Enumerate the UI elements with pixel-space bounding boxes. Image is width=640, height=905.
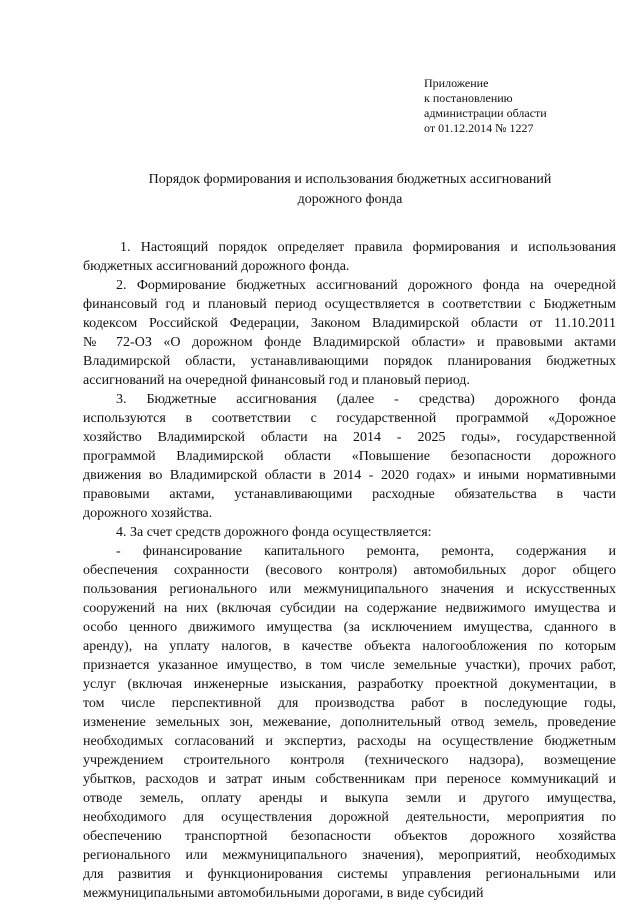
- body-text-line: учреждением строительного контроля (технического надзора), возмещение: [83, 753, 616, 768]
- body-text-line: дорожного хозяйства.: [83, 506, 213, 521]
- body-text-line: правовыми актами, устанавливающими расходные обязательства в части: [83, 487, 616, 502]
- body-text-line: аренду), на уплату налогов, в качестве объекта налогообложения по которым: [83, 639, 616, 654]
- body-text-line: 2. Формирование бюджетных ассигнований дорожного фонда на очередной: [116, 278, 616, 293]
- body-text-line: ассигнований на очередной финансовый год и плановый период.: [83, 373, 470, 388]
- appendix-line: от 01.12.2014 № 1227: [424, 121, 534, 135]
- body-text-line: обеспечения сохранности (весового контроля) автомобильных дорог общего: [83, 563, 616, 578]
- body-text-line: кодексом Российской Федерации, Законом Владимирской области от 11.10.2011: [83, 316, 616, 331]
- body-text-line: 1. Настоящий порядок определяет правила формирования и использования: [120, 240, 616, 255]
- body-text-line: хозяйство Владимирской области на 2014 - 2025 годы», государственной: [83, 430, 616, 445]
- body-text-line: - финансирование капитального ремонта, ремонта, содержания и: [116, 544, 616, 559]
- title-line: Порядок формирования и использования бюджетных ассигнований: [148, 172, 552, 187]
- appendix-line: Приложение: [424, 76, 489, 90]
- body-text-line: межмуниципальными автомобильными дорогами, в виде субсидий: [83, 886, 484, 901]
- body-text-line: Владимирской области, устанавливающими порядок планирования бюджетных: [83, 354, 616, 369]
- title-line: дорожного фонда: [297, 192, 403, 207]
- body-text-line: признается указанное имущество, в том числе земельные участки), прочих работ,: [83, 658, 616, 673]
- body-text-line: регионального или межмуниципального значения), мероприятий, необходимых: [83, 848, 616, 863]
- body-text-line: особо ценного движимого имущества (за исключением имущества, сданного в: [83, 620, 616, 635]
- body-text-line: отводе земель, оплату аренды и выкупа земли и другого имущества,: [83, 791, 616, 806]
- body-text-line: бюджетных ассигнований дорожного фонда.: [83, 259, 350, 274]
- body-text-line: используются в соответствии с государственной программой «Дорожное: [83, 411, 616, 426]
- body-text-line: пользования регионального или межмуниципального значения и искусственных: [83, 582, 616, 597]
- body-text-line: 4. За счет средств дорожного фонда осуществляется:: [116, 525, 432, 540]
- body-text-line: необходимого для осуществления дорожной деятельности, мероприятия по: [83, 810, 616, 825]
- body-text-line: для развития и функционирования системы управления региональными или: [83, 867, 616, 882]
- document-title: [80, 170, 620, 210]
- appendix-block: [424, 76, 547, 136]
- document-body: [83, 238, 616, 903]
- body-text-line: необходимых согласований и экспертиз, расходы на осуществление бюджетным: [83, 734, 616, 749]
- body-text-line: услуг (включая инженерные изыскания, разработку проектной документации, в: [83, 677, 616, 692]
- body-text-line: сооружений на них (включая субсидии на содержание недвижимого имущества и: [83, 601, 616, 616]
- body-text-line: обеспечению транспортной безопасности объектов дорожного хозяйства: [83, 829, 616, 844]
- body-text-line: № 72-ОЗ «О дорожном фонде Владимирской области» и правовыми актами: [83, 335, 616, 350]
- appendix-line: к постановлению: [424, 91, 513, 105]
- body-text-line: 3. Бюджетные ассигнования (далее - средства) дорожного фонда: [116, 392, 616, 407]
- body-text-line: изменение земельных зон, межевание, дополнительный отвод земель, проведение: [83, 715, 616, 730]
- body-text-line: том числе перспективной для производства работ в последующие годы,: [83, 696, 616, 711]
- body-text-line: программой Владимирской области «Повышение безопасности дорожного: [83, 449, 616, 464]
- body-text-line: финансовый год и плановый период осуществляется в соответствии с Бюджетным: [83, 297, 616, 312]
- appendix-line: администрации области: [424, 106, 547, 120]
- body-text-line: движения во Владимирской области в 2014 - 2020 годах» и иными нормативными: [83, 468, 616, 483]
- body-text-line: убытков, расходов и затрат иным собственникам при переносе коммуникаций и: [83, 772, 616, 787]
